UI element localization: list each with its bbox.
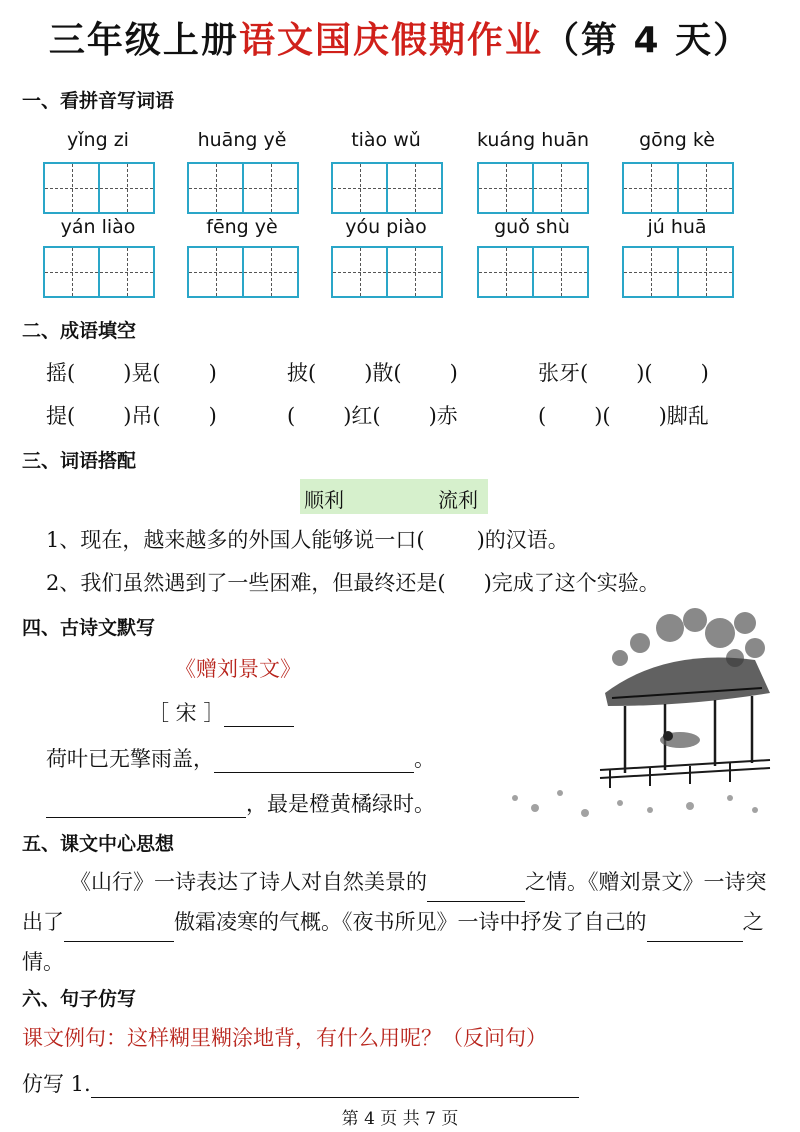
title-prefix: 三年级上册 — [48, 20, 239, 61]
writing-grid[interactable] — [477, 246, 589, 298]
poem-dynasty: ［ 宋 ］ — [148, 697, 294, 727]
writing-grid[interactable] — [187, 246, 299, 298]
poem-line-1: 荷叶已无擎雨盖， 。 — [46, 747, 435, 771]
idiom-item: 披( )散( ) — [287, 361, 458, 385]
pinyin-4: kuáng huān — [477, 129, 590, 151]
pinyin-2: huāng yě — [197, 129, 287, 151]
theme-paragraph: 《山行》一诗表达了诗人对自然美景的 之情。《赠刘景文》一诗突出了 傲霜凌寒的气概。《夜书所见》一诗中抒发了自己的 之情。 — [22, 870, 767, 974]
page-title — [0, 12, 800, 63]
match-question-1: 1、现在，越来越多的外国人能够说一口( )的汉语。 — [46, 528, 569, 552]
writing-grid[interactable] — [622, 162, 734, 214]
idiom-item: 张牙( )( ) — [538, 361, 709, 385]
match-question-2: 2、我们虽然遇到了一些困难，但最终还是( )完成了这个实验。 — [46, 571, 660, 595]
section-5-heading: 五、课文中心思想 — [22, 833, 175, 855]
idiom-item: 摇( )晃( ) — [46, 361, 217, 385]
pinyin-10: jú huā — [647, 216, 707, 238]
pinyin-8: yóu piào — [345, 216, 427, 238]
pinyin-6: yán liào — [60, 216, 136, 238]
title-suffix: （第 4 天） — [542, 20, 752, 61]
writing-grid[interactable] — [622, 246, 734, 298]
title-main: 语文国庆假期作业 — [238, 20, 543, 61]
pavilion-illustration — [490, 598, 775, 828]
idiom-item: 提( )吊( ) — [46, 404, 217, 428]
poem-title: 《赠刘景文》 — [175, 657, 301, 681]
page-footer: 第 4 页 共 7 页 — [341, 1109, 459, 1129]
pinyin-9: guǒ shù — [494, 216, 570, 238]
example-sentence: 课文例句：这样糊里糊涂地背，有什么用呢？（反问句） — [22, 1026, 547, 1050]
idiom-item: ( )红( )赤 — [287, 404, 458, 428]
pinyin-7: fēng yè — [206, 216, 278, 238]
answer-line[interactable] — [91, 1073, 579, 1098]
section-1-heading: 一、看拼音写词语 — [22, 90, 175, 112]
imitation-prompt: 仿写 1. — [22, 1068, 579, 1098]
pinyin-3: tiào wǔ — [351, 129, 421, 151]
writing-grid[interactable] — [331, 246, 443, 298]
writing-grid[interactable] — [331, 162, 443, 214]
writing-grid[interactable] — [187, 162, 299, 214]
writing-grid[interactable] — [43, 162, 155, 214]
writing-grid[interactable] — [477, 162, 589, 214]
word-option: 顺利 — [304, 488, 344, 512]
section-4-heading: 四、古诗文默写 — [22, 617, 156, 639]
section-6-heading: 六、句子仿写 — [22, 988, 137, 1010]
word-bank — [300, 479, 488, 514]
writing-grid[interactable] — [43, 246, 155, 298]
word-option: 流利 — [438, 488, 478, 512]
pinyin-5: gōng kè — [639, 129, 715, 151]
section-2-heading: 二、成语填空 — [22, 320, 137, 342]
section-3-heading: 三、词语搭配 — [22, 450, 137, 472]
pinyin-1: yǐng zi — [67, 129, 129, 151]
idiom-item: ( )( )脚乱 — [538, 404, 709, 428]
poem-line-2: ，最是橙黄橘绿时。 — [46, 788, 435, 818]
